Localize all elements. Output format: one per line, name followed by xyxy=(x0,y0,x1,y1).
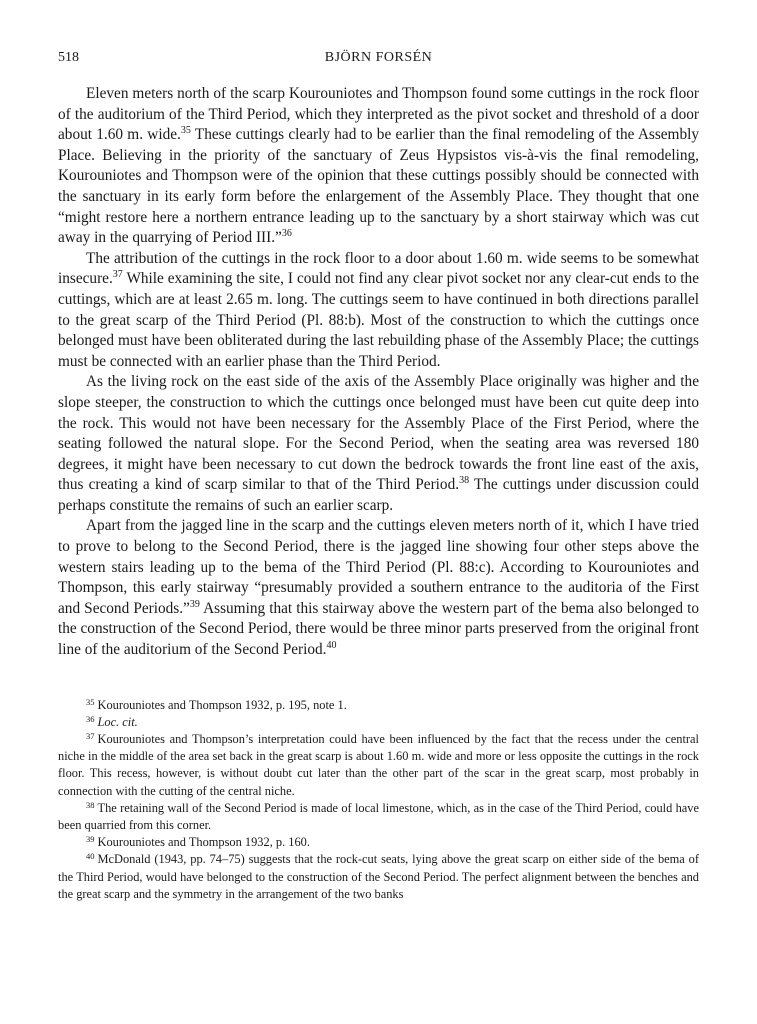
footnote xyxy=(58,851,699,903)
footnote-ref[interactable]: 36 xyxy=(281,228,292,240)
footnote-ref[interactable]: 35 xyxy=(180,125,191,137)
footnote-number: 36 xyxy=(86,713,95,724)
paragraph xyxy=(58,372,699,516)
footnote-ref[interactable]: 38 xyxy=(459,475,470,487)
footnote-text: Loc. cit. xyxy=(97,714,138,729)
footnote-ref[interactable]: 39 xyxy=(189,598,200,610)
footnote-text: Kourouniotes and Thompson 1932, p. 195, note 1. xyxy=(97,697,347,712)
page-number: 518 xyxy=(58,50,79,65)
paragraph-text: Assuming that this stairway above the western part of the bema also belonged to the construction of the Second Period, there would be three minor parts preserved from the original front line of the auditorium of the Second Period. xyxy=(58,599,700,659)
body-text xyxy=(58,84,699,661)
footnote-number: 39 xyxy=(86,834,95,845)
footnotes xyxy=(58,697,699,903)
footnote-number: 35 xyxy=(86,696,95,707)
footnote xyxy=(58,731,699,800)
footnote-number: 37 xyxy=(86,731,95,742)
running-head: BJÖRN FORSÉN xyxy=(324,50,433,65)
paragraph-text: While examining the site, I could not find any clear pivot socket nor any clear-cut ends to the cuttings, which are at least 2.65 m. long. The cuttings seem to have continued in both directions parallel to the great scarp of the Third Period (Pl. 88:b). Most of the construction to which the cuttings once belonged must have been obliterated during the last rebuilding phase of the Assembly Place; the cuttings must be connected with an earlier phase than the Third Period. xyxy=(58,270,699,370)
paragraph xyxy=(58,84,699,249)
footnote xyxy=(58,697,699,714)
footnote-number: 40 xyxy=(86,851,95,862)
footnote-ref[interactable]: 40 xyxy=(326,640,337,652)
paragraph-text: The cuttings under discussion could perhaps constitute the remains of such an earlier scarp. xyxy=(58,476,700,514)
footnote-text: Kourouniotes and Thompson 1932, p. 160. xyxy=(97,835,310,850)
footnote-text: McDonald (1943, pp. 74–75) suggests that the rock-cut seats, lying above the great scarp on either side of the bema of the Third Period, would have belonged to the construction of the Second Period. The perfect alignment between the benches and the great scarp and the symmetry in the arrangement of the two banks xyxy=(58,852,699,901)
footnote xyxy=(58,834,699,851)
paragraph-text: These cuttings clearly had to be earlier than the final remodeling of the Assembly Place. Believing in the priority of the sanctuary of Zeus Hypsistos vis-à-vis the final remodeling, Kourouniotes and Thompson were of the opinion that these cuttings possibly should be connected with the sanctuary in its early form before the enlargement of the Assembly Place. They thought that one “might restore here a northern entrance leading up to the sanctuary by a short stairway which was cut away in the quarrying of Period III.” xyxy=(58,126,700,247)
page xyxy=(58,50,699,903)
paragraph xyxy=(58,249,699,373)
footnote-text: Kourouniotes and Thompson’s interpretation could have been influenced by the fact that the recess under the central niche in the middle of the area set back in the great scarp is about 1.60 m. wide and more or less opposite the cuttings in the rock floor. This recess, however, is without doubt cut later than the other part of the scar in the great scarp, most probably in connection with the cutting of the central niche. xyxy=(58,732,699,798)
paragraph xyxy=(58,516,699,660)
paragraph-text: As the living rock on the east side of the axis of the Assembly Place originally was higher and the slope steeper, the construction to which the cuttings once belonged must have been cut quite deep into the rock. This would not have been necessary for the Assembly Place of the First Period, where the seating followed the natural slope. For the Second Period, when the seating area was reversed 180 degrees, it might have been necessary to cut down the bedrock towards the front line east of the axis, thus creating a kind of scarp similar to that of the Third Period. xyxy=(58,373,699,494)
footnote-text: The retaining wall of the Second Period is made of local limestone, which, as in the case of the Third Period, could have been quarried from this corner. xyxy=(58,800,699,833)
paragraph-text: The attribution of the cuttings in the rock floor to a door about 1.60 m. wide seems to be somewhat insecure. xyxy=(58,249,699,288)
footnote xyxy=(58,714,699,731)
page-header xyxy=(58,50,699,72)
footnote-ref[interactable]: 37 xyxy=(112,269,123,281)
paragraph-text: Apart from the jagged line in the scarp and the cuttings eleven meters north of it, which I have tried to prove to belong to the Second Period, there is the jagged line showing four other steps above the western stairs leading up to the bema of the Third Period (Pl. 88:c). According to Kourouniotes and Thompson, this early stairway “presumably provided a southern entrance to the auditoria of the First and Second Periods.” xyxy=(58,517,699,617)
footnote xyxy=(58,800,699,834)
footnote-number: 38 xyxy=(86,799,95,810)
paragraph-text: Eleven meters north of the scarp Kourouniotes and Thompson found some cuttings in the rock floor of the auditorium of the Third Period, which they interpreted as the pivot socket and threshold of a door about 1.60 m. wide. xyxy=(58,85,699,144)
